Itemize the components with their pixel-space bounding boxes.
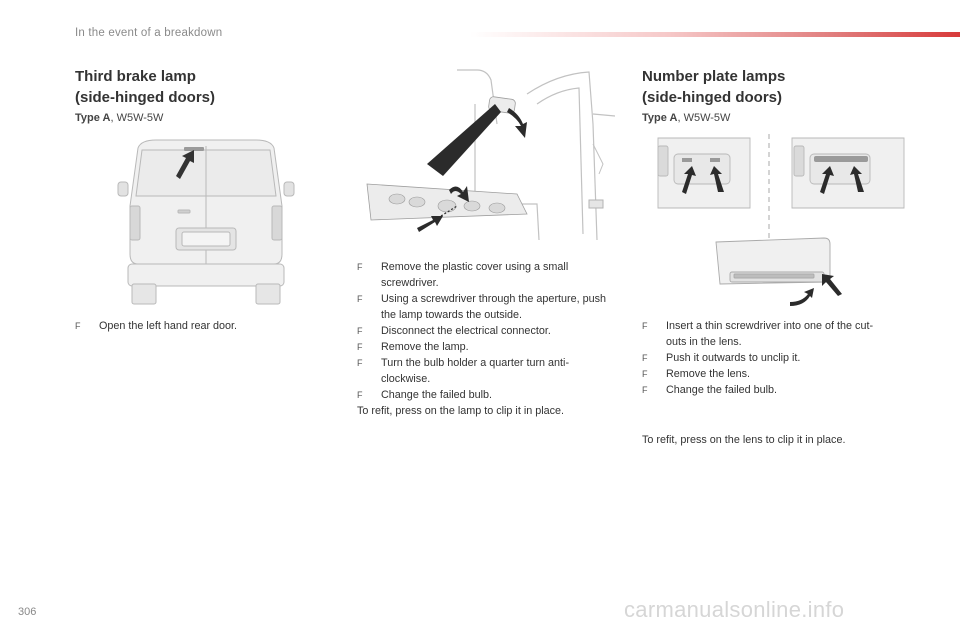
- bulb-spec: , W5W-5W: [677, 112, 731, 124]
- section-header-title: In the event of a breakdown: [75, 27, 223, 39]
- watermark: carmanualsonline.info: [624, 597, 845, 622]
- step-item: F Remove the plastic cover using a small screwdriver.: [357, 261, 569, 289]
- screwdriver-arrow-icon: [822, 274, 842, 296]
- header-accent-bar: [470, 32, 960, 37]
- step-item: F Insert a thin screwdriver into one of the cut-outs in the lens.: [642, 320, 874, 348]
- pointer-wedge-icon: [427, 104, 501, 176]
- step-item: F Open the left hand rear door.: [75, 320, 238, 332]
- curved-arrow-icon: [507, 108, 527, 138]
- step-item: F Change the failed bulb.: [642, 384, 778, 396]
- heading-line-1: Third brake lamp: [75, 68, 196, 85]
- unclip-arrow-icon: [790, 288, 814, 306]
- bulb-spec: , W5W-5W: [110, 112, 164, 124]
- step-item: F Change the failed bulb.: [357, 389, 493, 401]
- step-item: F Using a screwdriver through the aperture, push the lamp towards the outside.: [357, 293, 607, 321]
- page-number: 306: [18, 606, 37, 618]
- bulb-type-label: Type A: [642, 112, 678, 124]
- step-item: F Turn the bulb holder a quarter turn anti-clockwise.: [357, 357, 570, 385]
- refit-note: To refit, press on the lamp to clip it in place.: [357, 405, 565, 417]
- van-rear-illustration: [116, 136, 296, 308]
- number-plate-illustration: [652, 134, 906, 310]
- bullet-icon: F: [75, 321, 81, 331]
- step-item: F Remove the lamp.: [357, 341, 469, 353]
- step-item: F Remove the lens.: [642, 368, 751, 380]
- bulb-type-label: Type A: [75, 112, 111, 124]
- heading-line-2: (side-hinged doors): [75, 89, 215, 106]
- third-brake-lamp-heading: [75, 66, 215, 108]
- heading-line-2: (side-hinged doors): [642, 89, 782, 106]
- middle-steps: [357, 259, 613, 403]
- refit-note: To refit, press on the lens to clip it in place.: [642, 434, 846, 446]
- right-steps: [642, 318, 892, 398]
- step-item: F Disconnect the electrical connector.: [357, 325, 551, 337]
- heading-line-1: Number plate lamps: [642, 68, 786, 85]
- bulb-type-line: [642, 112, 730, 124]
- lamp-removal-illustration: [357, 64, 615, 244]
- number-plate-lamps-heading: [642, 66, 785, 108]
- left-steps: [75, 318, 305, 334]
- step-item: F Push it outwards to unclip it.: [642, 352, 801, 364]
- bulb-type-line: [75, 112, 163, 124]
